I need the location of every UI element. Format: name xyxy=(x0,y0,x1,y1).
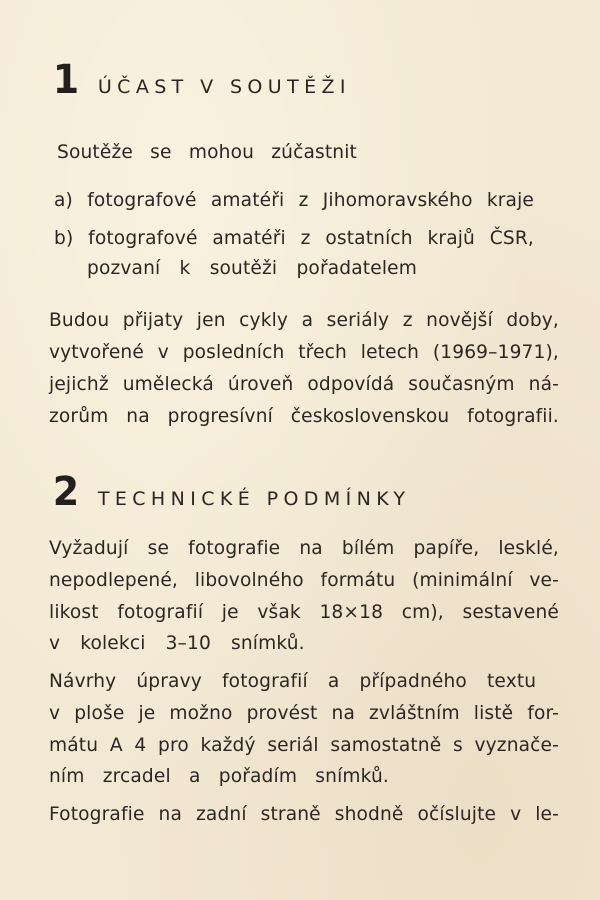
section-2-paragraph-line: Vyžadují se fotografie na bílém papíře, lesklé, xyxy=(49,538,559,559)
section-1-paragraph-line: zorům na progresívní československou fotografii. xyxy=(49,406,559,427)
section-1-intro: Soutěže se mohou zúčastnit xyxy=(57,142,357,163)
section-2-paragraph-line: Návrhy úpravy fotografií a případného textu xyxy=(49,671,537,692)
section-2-paragraph-line: likost fotografií je však 18×18 cm), sestavené xyxy=(49,602,559,623)
section-1-item-b: b) fotografové amatéři z ostatních krajů ČSR, xyxy=(54,228,534,249)
section-2-number: 2 xyxy=(52,469,80,515)
section-2-paragraph-line: nepodlepené, libovolného formátu (minimální ve- xyxy=(49,570,559,591)
section-2-paragraph-line: ním zrcadel a pořadím snímků. xyxy=(49,766,389,787)
section-1-paragraph-line: vytvořené v posledních třech letech (1969–1971), xyxy=(49,342,559,363)
section-2-paragraph-line: Fotografie na zadní straně shodně očíslujte v le- xyxy=(49,804,559,825)
section-2-heading xyxy=(52,469,411,515)
section-2-paragraph-line: v kolekci 3–10 snímků. xyxy=(49,633,305,654)
section-1-paragraph-line: Budou přijaty jen cykly a seriály z novější doby, xyxy=(49,310,559,331)
section-2-title: TECHNICKÉ PODMÍNKY xyxy=(97,488,411,510)
section-1-paragraph-line: jejichž umělecká úroveň odpovídá současným ná- xyxy=(49,374,559,395)
section-2-paragraph-line: v ploše je možno provést na zvláštním listě for- xyxy=(49,703,559,724)
section-1-item-a: a) fotografové amatéři z Jihomoravského kraje xyxy=(54,190,534,211)
section-1-title: ÚČAST V SOUTĚŽI xyxy=(97,76,351,98)
section-1-item-b-continuation: pozvaní k soutěži pořadatelem xyxy=(87,258,417,279)
section-1-number: 1 xyxy=(52,57,80,103)
section-2-paragraph-line: mátu A 4 pro každý seriál samostatně s vyznače- xyxy=(49,735,559,756)
section-1-heading xyxy=(52,57,351,103)
